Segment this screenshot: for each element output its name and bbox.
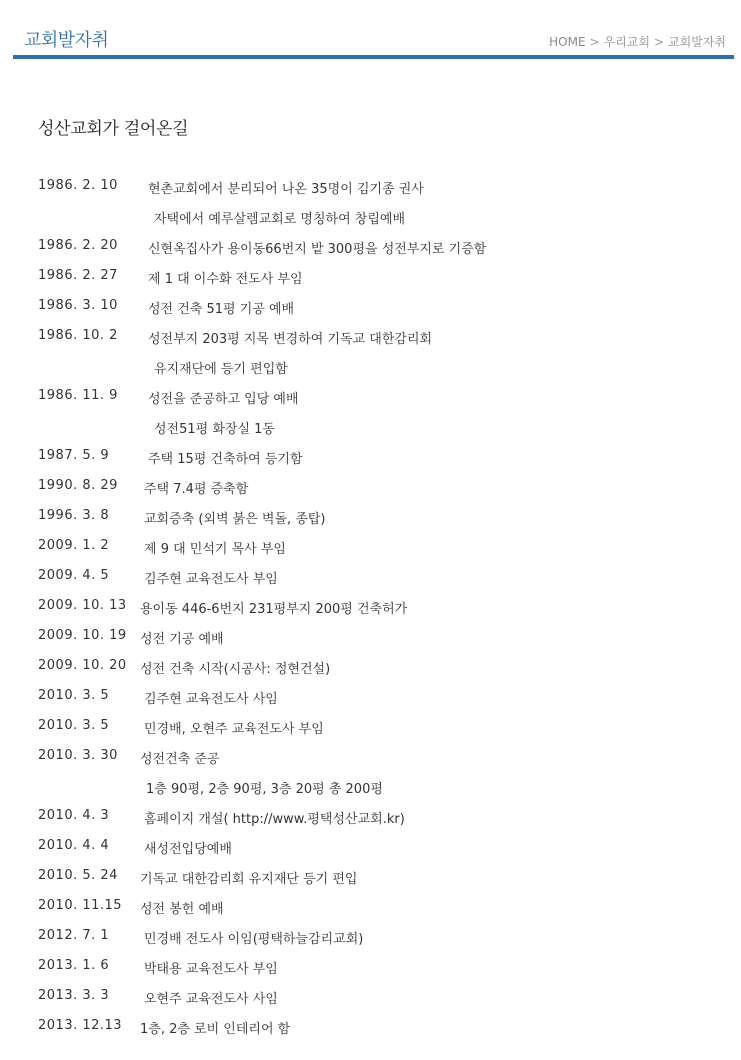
history-timeline [38,172,698,1042]
timeline-date: 2010. 4. 3 [38,808,110,823]
header-divider [13,55,734,59]
timeline-date: 2009. 10. 20 [38,658,127,673]
timeline-event: 성전 봉헌 예배 [140,902,224,917]
timeline-event: 1층, 2층 로비 인테리어 함 [140,1022,291,1037]
timeline-date: 1986. 2. 27 [38,268,118,283]
timeline-event: 유지재단에 등기 편입함 [154,362,288,377]
timeline-event: 김주현 교육전도사 부임 [144,572,278,587]
timeline-date: 2013. 12.13 [38,1018,123,1033]
breadcrumb-separator: > [589,35,600,49]
breadcrumb-church-link[interactable]: 우리교회 [603,35,650,49]
breadcrumb-home-link[interactable]: HOME [549,35,586,49]
timeline-row [38,502,698,532]
timeline-date: 2009. 10. 13 [38,598,127,613]
timeline-row [38,682,698,712]
timeline-row [38,892,698,922]
timeline-event: 성전51평 화장실 1동 [154,422,275,437]
timeline-row [38,292,698,322]
timeline-date: 2010. 5. 24 [38,868,118,883]
timeline-row [38,922,698,952]
timeline-event: 성전을 준공하고 입당 예배 [148,392,299,407]
timeline-event: 홈페이지 개설( http://www.평택성산교회.kr) [144,812,405,827]
timeline-date: 2010. 4. 4 [38,838,110,853]
timeline-event: 제 1 대 이수화 전도사 부임 [148,272,303,287]
timeline-event: 성전 건축 시작(시공사: 정현건설) [140,662,331,677]
timeline-date: 2010. 3. 5 [38,718,110,733]
timeline-row [38,622,698,652]
timeline-event: 성전부지 203평 지목 변경하여 기독교 대한감리회 [148,332,433,347]
timeline-row [38,862,698,892]
timeline-row [38,592,698,622]
timeline-event: 오현주 교육전도사 사임 [144,992,278,1007]
timeline-event: 교회증축 (외벽 붉은 벽돌, 종탑) [144,512,326,527]
timeline-date: 1986. 2. 20 [38,238,118,253]
timeline-row [38,1012,698,1042]
timeline-event: 민경배 전도사 이임(평택하늘감리교회) [144,932,364,947]
timeline-date: 1986. 11. 9 [38,388,118,403]
timeline-date: 2010. 3. 5 [38,688,110,703]
timeline-event: 주택 15평 건축하여 등기함 [148,452,303,467]
timeline-row [38,982,698,1012]
timeline-date: 2012. 7. 1 [38,928,110,943]
timeline-row [38,352,698,382]
timeline-date: 1990. 8. 29 [38,478,118,493]
timeline-date: 2013. 3. 3 [38,988,110,1003]
timeline-date: 2009. 10. 19 [38,628,127,643]
timeline-event: 박태용 교육전도사 부임 [144,962,278,977]
timeline-event: 용이동 446-6번지 231평부지 200평 건축허가 [140,602,408,617]
timeline-date: 1996. 3. 8 [38,508,110,523]
timeline-event: 민경배, 오현주 교육전도사 부임 [144,722,324,737]
timeline-event: 1층 90평, 2층 90평, 3층 20평 총 200평 [146,782,383,797]
timeline-row [38,952,698,982]
timeline-date: 1986. 10. 2 [38,328,118,343]
timeline-row [38,652,698,682]
timeline-row [38,232,698,262]
timeline-date: 2009. 1. 2 [38,538,110,553]
timeline-event: 성전 기공 예배 [140,632,224,647]
page-title: 교회발자취 [24,30,109,51]
timeline-row [38,472,698,502]
timeline-date: 2010. 3. 30 [38,748,118,763]
timeline-row [38,802,698,832]
timeline-date: 1986. 3. 10 [38,298,118,313]
timeline-event: 성전 건축 51평 기공 예배 [148,302,295,317]
breadcrumb-separator: > [653,35,665,49]
timeline-row [38,382,698,412]
section-title: 성산교회가 걸어온길 [38,119,189,139]
timeline-row [38,532,698,562]
timeline-event: 김주현 교육전도사 사임 [144,692,278,707]
timeline-row [38,712,698,742]
timeline-row [38,322,698,352]
timeline-event: 새성전입당예배 [144,842,232,857]
timeline-event: 현촌교회에서 분리되어 나온 35명이 김기종 권사 [148,182,424,197]
timeline-row [38,262,698,292]
timeline-date: 1986. 2. 10 [38,178,118,193]
timeline-row [38,172,698,202]
timeline-date: 2013. 1. 6 [38,958,110,973]
timeline-date: 2009. 4. 5 [38,568,110,583]
timeline-event: 주택 7.4평 증축함 [144,482,249,497]
timeline-row [38,742,698,772]
breadcrumb-current: 교회발자취 [668,35,726,49]
timeline-event: 성전건축 준공 [140,752,220,767]
timeline-row [38,832,698,862]
timeline-date: 2010. 11.15 [38,898,123,913]
timeline-event: 제 9 대 민석기 목사 부임 [144,542,286,557]
timeline-date: 1987. 5. 9 [38,448,110,463]
timeline-row [38,202,698,232]
timeline-row [38,772,698,802]
timeline-event: 자택에서 예루살렘교회로 명칭하여 창립예배 [154,212,405,227]
breadcrumb [549,33,726,50]
timeline-event: 기독교 대한감리회 유지재단 등기 편입 [140,872,358,887]
page-header [13,0,734,60]
timeline-row [38,412,698,442]
timeline-event: 신현옥집사가 용이동66번지 밭 300평을 성전부지로 기증함 [148,242,487,257]
timeline-row [38,442,698,472]
timeline-row [38,562,698,592]
